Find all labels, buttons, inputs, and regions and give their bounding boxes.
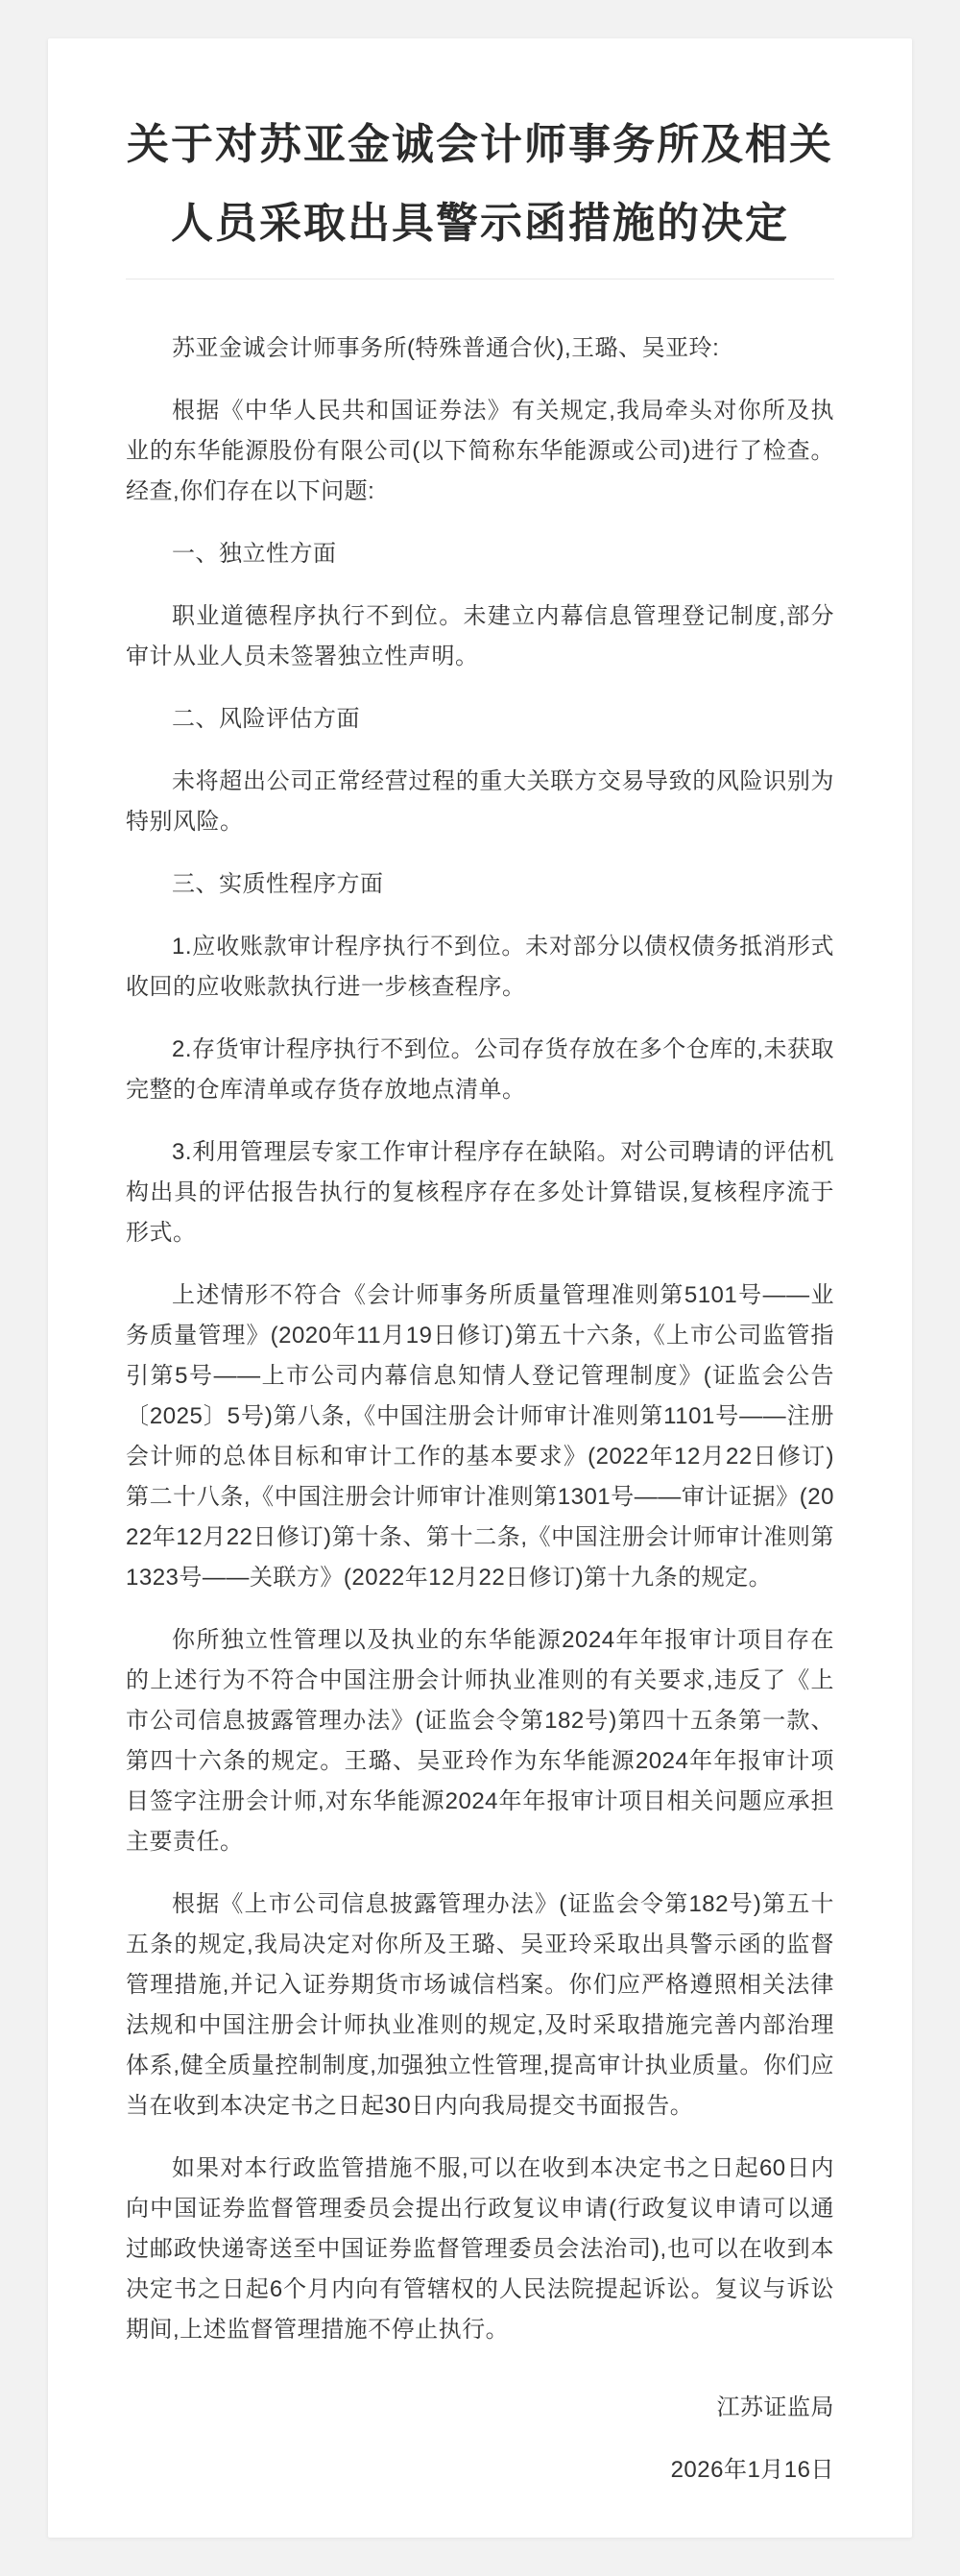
issue-date: 2026年1月16日 xyxy=(670,2457,834,2483)
appeal-paragraph: 如果对本行政监管措施不服,可以在收到本决定书之日起60日内向中国证券监督管理委员会提出行政复议申请(行政复议申请可以通过邮政快递寄送至中国证券监督管理委员会法治司),也可以在收到本决定书之日起6个月内向有管辖权的人民法院提起诉讼。复议与诉讼期间,上述监督管理措施不停止执行。 xyxy=(126,2155,834,2343)
numbered-item-2: 2.存货审计程序执行不到位。公司存货存放在多个仓库的,未获取完整的仓库清单或存货存放地点清单。 xyxy=(126,1036,834,1103)
decision-paragraph: 根据《上市公司信息披露管理办法》(证监会令第182号)第五十五条的规定,我局决定对你所及王璐、吴亚玲采取出具警示函的监督管理措施,并记入证券期货市场诚信档案。你们应严格遵照相关法律法规和中国注册会计师执业准则的规定,及时采取措施完善内部治理体系,健全质量控制制度,加强独立性管理,提高审计执业质量。你们应当在收到本决定书之日起30日内向我局提交书面报告。 xyxy=(126,1891,834,2119)
numbered-item-3: 3.利用管理层专家工作审计程序存在缺陷。对公司聘请的评估机构出具的评估报告执行的复核程序存在多处计算错误,复核程序流于形式。 xyxy=(126,1139,834,1246)
body-paragraph: 未将超出公司正常经营过程的重大关联方交易导致的风险识别为特别风险。 xyxy=(126,768,834,835)
body-paragraph: 职业道德程序执行不到位。未建立内幕信息管理登记制度,部分审计从业人员未签署独立性声明。 xyxy=(126,603,834,669)
section-heading-2: 二、风险评估方面 xyxy=(172,706,360,732)
section-heading-1: 一、独立性方面 xyxy=(172,541,337,567)
responsibility-paragraph: 你所独立性管理以及执业的东华能源2024年年报审计项目存在的上述行为不符合中国注册会计师执业准则的有关要求,违反了《上市公司信息披露管理办法》(证监会令第182号)第四十五条第一款、第四十六条的规定。王璐、吴亚玲作为东华能源2024年年报审计项目签字注册会计师,对东华能源2024年年报审计项目相关问题应承担主要责任。 xyxy=(126,1627,834,1855)
document-title: 关于对苏亚金诚会计师事务所及相关人员采取出具警示函措施的决定 xyxy=(127,121,833,247)
salutation-paragraph: 苏亚金诚会计师事务所(特殊普通合伙),王璐、吴亚玲: xyxy=(172,335,720,361)
section-heading-3: 三、实质性程序方面 xyxy=(172,871,384,897)
issuer-signature: 江苏证监局 xyxy=(716,2394,834,2420)
document-body xyxy=(126,328,834,2491)
numbered-item-1: 1.应收账款审计程序执行不到位。未对部分以债权债务抵消形式收回的应收账款执行进一步核查程序。 xyxy=(126,934,834,1000)
page-background xyxy=(0,38,960,2576)
regulations-paragraph: 上述情形不符合《会计师事务所质量管理准则第5101号——业务质量管理》(2020年11月19日修订)第五十六条,《上市公司监管指引第5号——上市公司内幕信息知情人登记管理制度》(证监会公告〔2025〕5号)第八条,《中国注册会计师审计准则第1101号——注册会计师的总体目标和审计工作的基本要求》(2022年12月22日修订)第二十八条,《中国注册会计师审计准则第1301号——审计证据》(2022年12月22日修订)第十条、第十二条,《中国注册会计师审计准则第1323号——关联方》(2022年12月22日修订)第十九条的规定。 xyxy=(126,1282,834,1591)
document-card xyxy=(48,38,912,2538)
intro-paragraph: 根据《中华人民共和国证券法》有关规定,我局牵头对你所及执业的东华能源股份有限公司(以下简称东华能源或公司)进行了检查。经查,你们存在以下问题: xyxy=(126,398,834,504)
